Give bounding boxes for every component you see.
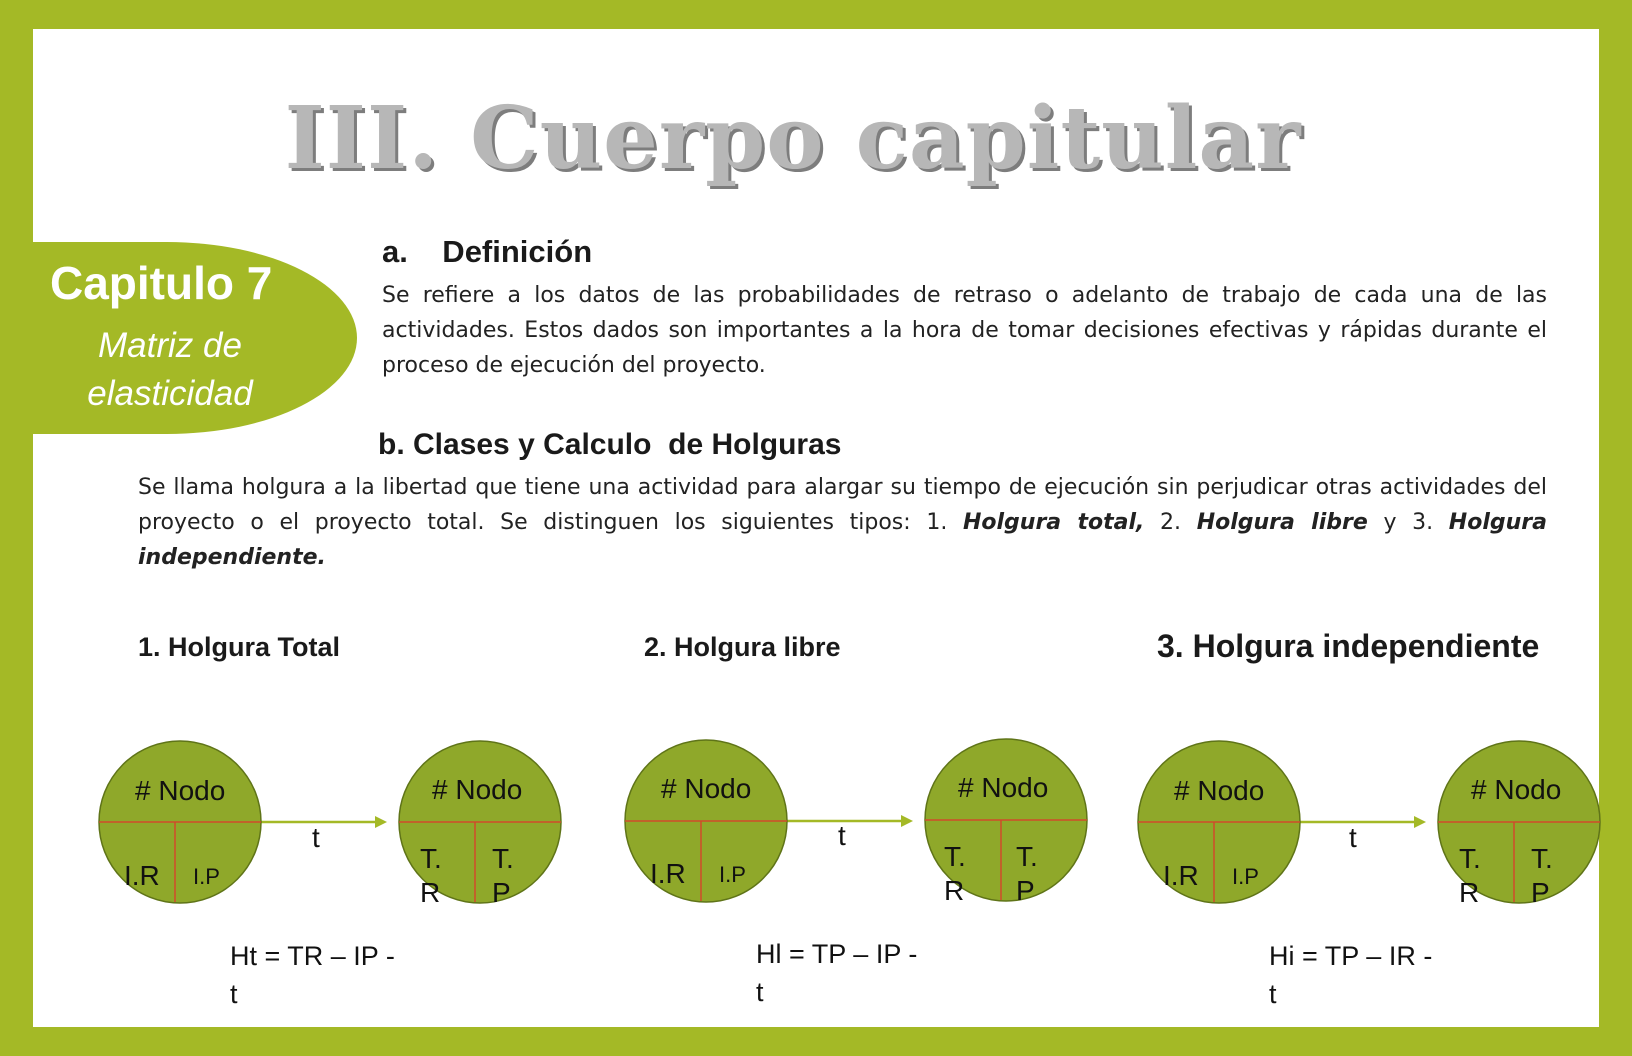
arrow-label: t (1349, 822, 1357, 853)
start-node-ir: I.R (124, 860, 160, 891)
start-node-label: # Nodo (661, 773, 752, 804)
arrow-label: t (312, 822, 320, 853)
section-b-text: Se llama holgura a la libertad que tiene una actividad para alargar su tiempo de ejecución sin perjudicar otras actividades del proyecto o el proyecto total. Se distinguen los siguientes tipos: 1. Holgura total, 2. Holgura libre y 3. Holgura independiente. (138, 475, 1547, 570)
term-holgura-libre: Holgura libre (1196, 510, 1368, 535)
start-node-ip: I.P (193, 864, 220, 889)
diagram-2-formula: Hl = TP – IP - t (756, 939, 918, 1007)
arrow-label: t (838, 820, 846, 851)
end-node-label: # Nodo (958, 772, 1049, 803)
diagram-3-formula: Hi = TP – IR - t (1269, 941, 1433, 1009)
end-node-tp: T. P (1016, 841, 1038, 906)
start-node-ir: I.R (650, 858, 686, 889)
term-holgura-total: Holgura total, (962, 510, 1145, 535)
page-title: III. Cuerpo capitular (284, 88, 1302, 189)
diagram-1 (90, 730, 560, 910)
start-node-ip: I.P (1232, 864, 1259, 889)
diagram-1-heading: 1. Holgura Total (138, 632, 341, 662)
section-b-heading: b. Clases y Calculo de Holguras (378, 428, 842, 461)
start-node-ir: I.R (1163, 860, 1199, 891)
diagram-2 (616, 730, 1086, 910)
end-node-label: # Nodo (1471, 774, 1562, 805)
end-node-tr: T. R (1459, 843, 1481, 908)
end-node-tp: T. P (492, 843, 514, 908)
diagram-3-shapes (1129, 730, 1599, 910)
end-node-tp: T. P (1531, 843, 1553, 908)
end-node-tr: T. R (420, 843, 442, 908)
diagram-1-shapes (90, 730, 560, 910)
end-node-label: # Nodo (432, 774, 523, 805)
diagram-3 (1129, 730, 1599, 910)
chapter-label: Capitulo 7 (50, 257, 273, 309)
section-a-text: Se refiere a los datos de las probabilidades de retraso o adelanto de trabajo de cada una de las actividades. Estos dados son importantes a la hora de tomar decisiones efectivas y rápidas durante el proceso de ejecución del proyecto. (382, 283, 1547, 378)
diagram-2-heading: 2. Holgura libre (644, 632, 841, 662)
start-node-label: # Nodo (1174, 775, 1265, 806)
chapter-subtitle-line1: Matriz de (98, 326, 242, 365)
diagram-1-formula: Ht = TR – IP - t (230, 941, 395, 1009)
term-holgura-independiente: Holgura independiente. (138, 510, 1547, 570)
end-node-tr: T. R (944, 841, 966, 906)
chapter-badge (0, 242, 357, 434)
start-node-ip: I.P (719, 862, 746, 887)
section-a-heading: a. Definición (382, 234, 593, 269)
chapter-subtitle-line2: elasticidad (87, 374, 253, 413)
diagram-3-heading: 3. Holgura independiente (1157, 628, 1540, 664)
start-node-label: # Nodo (135, 775, 226, 806)
